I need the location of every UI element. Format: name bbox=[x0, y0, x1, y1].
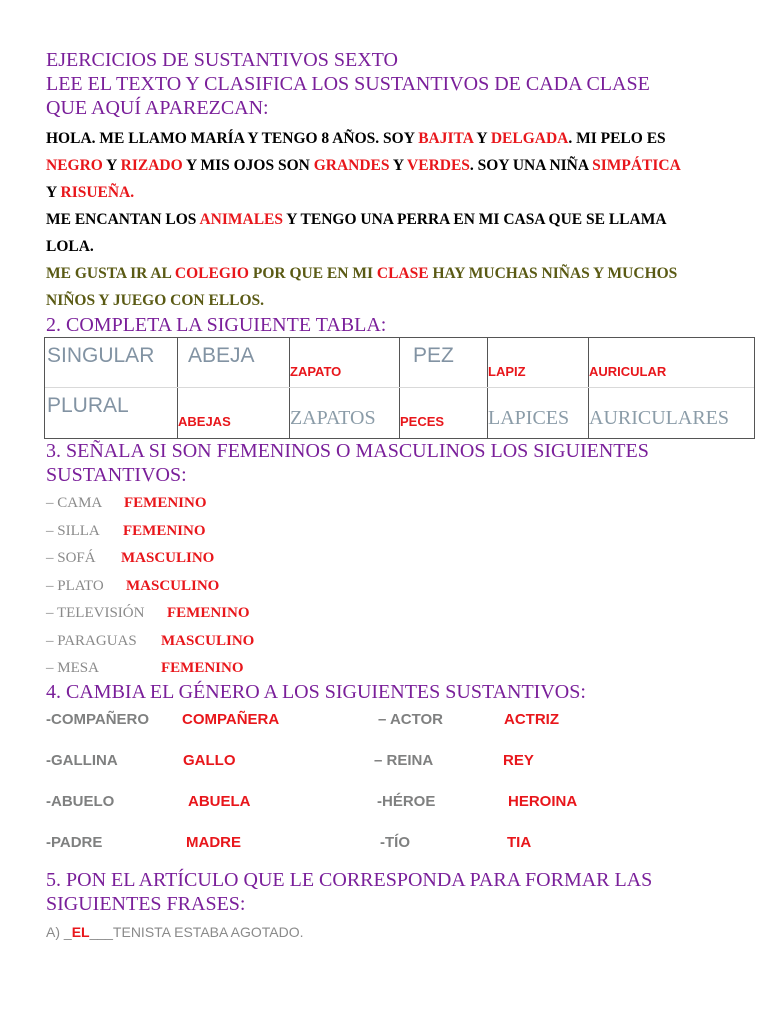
answer-text: ACTRIZ bbox=[504, 711, 559, 728]
word-cell: -HÉROE bbox=[377, 793, 436, 810]
section-3-title: 3. SEÑALA SI SON FEMENINOS O MASCULINOS LOS SIGUIENTES bbox=[46, 440, 649, 462]
section-5-title: 5. PON EL ARTÍCULO QUE LE CORRESPONDA PARA FORMAR LAS bbox=[46, 869, 653, 891]
text-line-7: NIÑOS Y JUEGO CON ELLOS. bbox=[46, 292, 265, 309]
answer-text: MASCULINO bbox=[126, 578, 220, 594]
answer-text: FEMENINO bbox=[167, 605, 250, 621]
answer-text: COMPAÑERA bbox=[182, 711, 280, 728]
word-cell: – REINA bbox=[374, 752, 434, 769]
singular-cell: ABEJA bbox=[188, 344, 255, 367]
sentence-a: A) _EL___TENISTA ESTABA AGOTADO. bbox=[46, 924, 304, 940]
worksheet-title: EJERCICIOS DE SUSTANTIVOS SEXTO bbox=[46, 49, 398, 71]
list-item: – TELEVISIÓN bbox=[46, 605, 145, 621]
section-2-title: 2. COMPLETA LA SIGUIENTE TABLA: bbox=[46, 314, 387, 336]
list-item: – SILLA bbox=[46, 523, 100, 539]
instruction-line-2: QUE AQUÍ APAREZCAN: bbox=[46, 97, 269, 119]
answer-text: ABUELA bbox=[188, 793, 251, 810]
answer-text: REY bbox=[503, 752, 534, 769]
plural-cell: ABEJAS bbox=[178, 414, 231, 429]
plural-cell: LAPICES bbox=[488, 407, 570, 429]
text-line-2: NEGRO Y RIZADO Y MIS OJOS SON GRANDES Y VERDES. SOY UNA NIÑA SIMPÁTICA bbox=[46, 157, 681, 174]
answer-text: HEROINA bbox=[508, 793, 578, 810]
answer-text: MADRE bbox=[186, 834, 241, 851]
list-item: – PLATO bbox=[46, 578, 104, 594]
section-4-title: 4. CAMBIA EL GÉNERO A LOS SIGUIENTES SUSTANTIVOS: bbox=[46, 681, 586, 703]
singular-cell: ZAPATO bbox=[290, 364, 342, 379]
answer-text: FEMENINO bbox=[161, 660, 244, 676]
list-item: – PARAGUAS bbox=[46, 633, 137, 649]
answer-text: MASCULINO bbox=[161, 633, 255, 649]
plural-cell: ZAPATOS bbox=[290, 407, 376, 429]
section-3-title-2: SUSTANTIVOS: bbox=[46, 464, 187, 486]
answer-text: TIA bbox=[507, 834, 532, 851]
answer-text: FEMENINO bbox=[123, 523, 206, 539]
plural-cell: PECES bbox=[400, 414, 445, 429]
singular-cell: PEZ bbox=[413, 344, 454, 367]
section-5-title-2: SIGUIENTES FRASES: bbox=[46, 893, 246, 915]
singular-cell: LAPIZ bbox=[488, 364, 526, 379]
text-line-6: ME GUSTA IR AL COLEGIO POR QUE EN MI CLASE HAY MUCHAS NIÑAS Y MUCHOS bbox=[46, 265, 678, 282]
singular-cell: AURICULAR bbox=[589, 364, 667, 379]
text-line-1: HOLA. ME LLAMO MARÍA Y TENGO 8 AÑOS. SOY BAJITA Y DELGADA. MI PELO ES bbox=[46, 130, 666, 147]
plural-header: PLURAL bbox=[47, 394, 129, 417]
list-item: – SOFÁ bbox=[46, 550, 96, 566]
answer-text: GALLO bbox=[183, 752, 236, 769]
instruction-line-1: LEE EL TEXTO Y CLASIFICA LOS SUSTANTIVOS DE CADA CLASE bbox=[46, 73, 650, 95]
plural-cell: AURICULARES bbox=[589, 407, 730, 429]
list-item: – MESA bbox=[46, 660, 99, 676]
answer-text: FEMENINO bbox=[124, 495, 207, 511]
answer-text: MASCULINO bbox=[121, 550, 215, 566]
word-cell: -ABUELO bbox=[46, 793, 115, 810]
singular-header: SINGULAR bbox=[47, 344, 155, 367]
text-line-4: ME ENCANTAN LOS ANIMALES Y TENGO UNA PERRA EN MI CASA QUE SE LLAMA bbox=[46, 211, 667, 228]
word-cell: -PADRE bbox=[46, 834, 103, 851]
text-line-5: LOLA. bbox=[46, 238, 94, 255]
word-cell: -TÍO bbox=[380, 834, 410, 851]
text-line-3: Y RISUEÑA. bbox=[46, 184, 135, 201]
word-cell: -GALLINA bbox=[46, 752, 118, 769]
word-cell: -COMPAÑERO bbox=[46, 711, 150, 728]
singular-plural-table bbox=[44, 337, 755, 439]
list-item: – CAMA bbox=[46, 495, 103, 511]
word-cell: – ACTOR bbox=[378, 711, 444, 728]
